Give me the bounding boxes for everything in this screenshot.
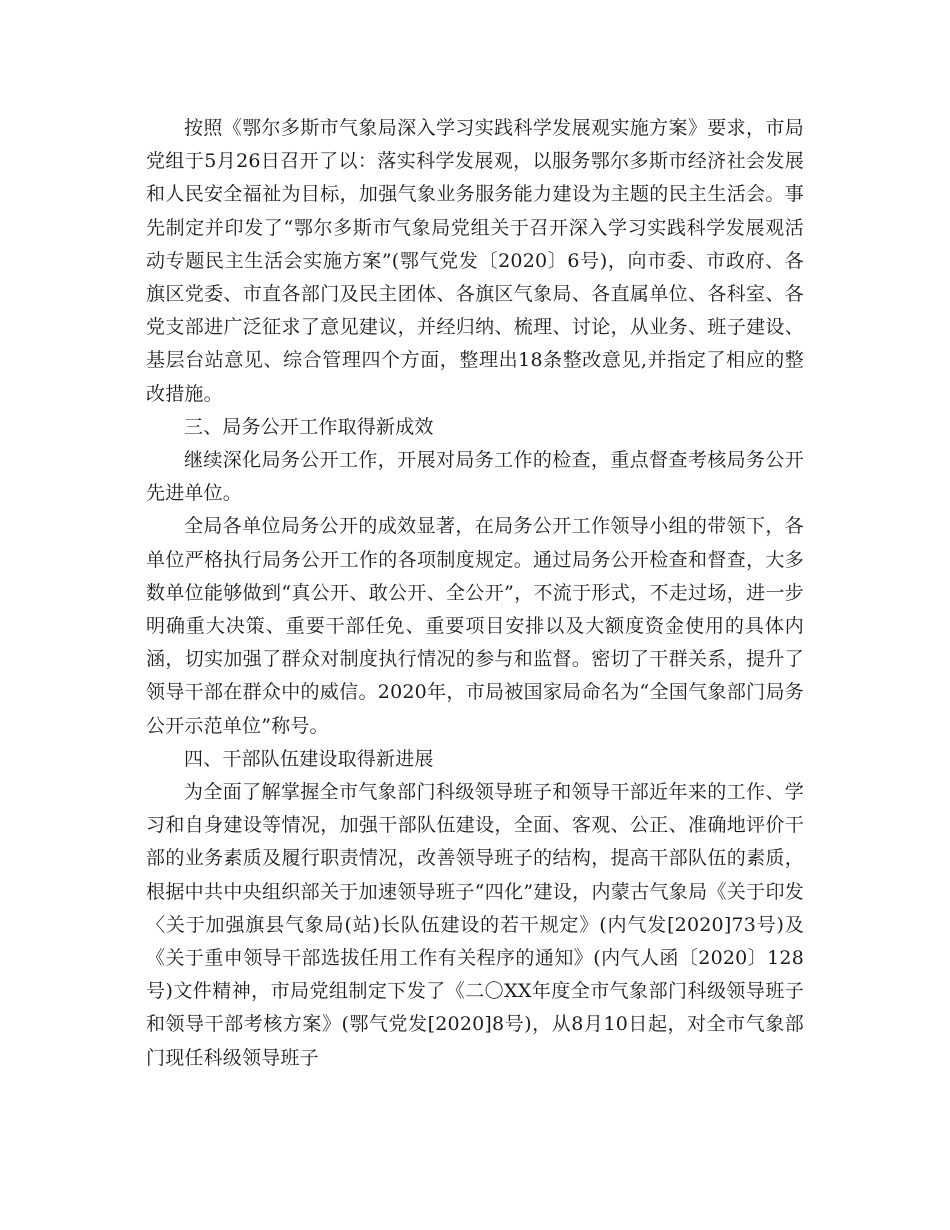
- paragraph-deepen-disclosure: 继续深化局务公开工作，开展对局务工作的检查，重点督查考核局务公开先进单位。: [146, 449, 804, 505]
- paragraph-party-meeting: 按照《鄂尔多斯市气象局深入学习实践科学发展观实施方案》要求，市局党组于5月26日召开了以：落实科学发展观，以服务鄂尔多斯市经济社会发展和人民安全福祉为目标，加强气象业务服务能力建设为主题的民主生活会。事先制定并印发了“鄂尔多斯市气象局党组关于召开深入学习实践科学发展观活动专题民主生活会实施方案”(鄂气党发〔2020〕6号)，向市委、市政府、各旗区党委、市直各部门及民主团体、各旗区气象局、各直属单位、各科室、各党支部进广泛征求了意见建议，并经归纳、梳理、讨论，从业务、班子建设、基层台站意见、综合管理四个方面，整理出18条整改意见,并指定了相应的整改措施。: [146, 117, 804, 405]
- paragraph-cadre-building: 为全面了解掌握全市气象部门科级领导班子和领导干部近年来的工作、学习和自身建设等情况，加强干部队伍建设，全面、客观、公正、准确地评价干部的业务素质及履行职责情况，改善领导班子的结构，提高干部队伍的素质，根据中共中央组织部关于加速领导班子“四化”建设，内蒙古气象局《关于印发〈关于加强旗县气象局(站)长队伍建设的若干规定》(内气发[2020]73号)及《关于重申领导干部选拔任用工作有关程序的通知》(内气人函〔2020〕128号)文件精神，市局党组制定下发了《二〇XX年度全市气象部门科级领导班子和领导干部考核方案》(鄂气党发[2020]8号)，从8月10日起，对全市气象部门现任科级领导班子: [146, 781, 804, 1069]
- section-heading-4: 四、干部队伍建设取得新进展: [184, 747, 434, 770]
- section-heading-3: 三、局务公开工作取得新成效: [184, 415, 434, 438]
- paragraph-disclosure-results: 全局各单位局务公开的成效显著，在局务公开工作领导小组的带领下，各单位严格执行局务公开工作的各项制度规定。通过局务公开检查和督查，大多数单位能够做到“真公开、敢公开、全公开”，不流于形式，不走过场，进一步明确重大决策、重要干部任免、重要项目安排以及大额度资金使用的具体内涵，切实加强了群众对制度执行情况的参与和监督。密切了干群关系，提升了领导干部在群众中的威信。2020年，市局被国家局命名为“全国气象部门局务公开示范单位”称号。: [146, 515, 804, 737]
- document-body: [146, 112, 804, 1075]
